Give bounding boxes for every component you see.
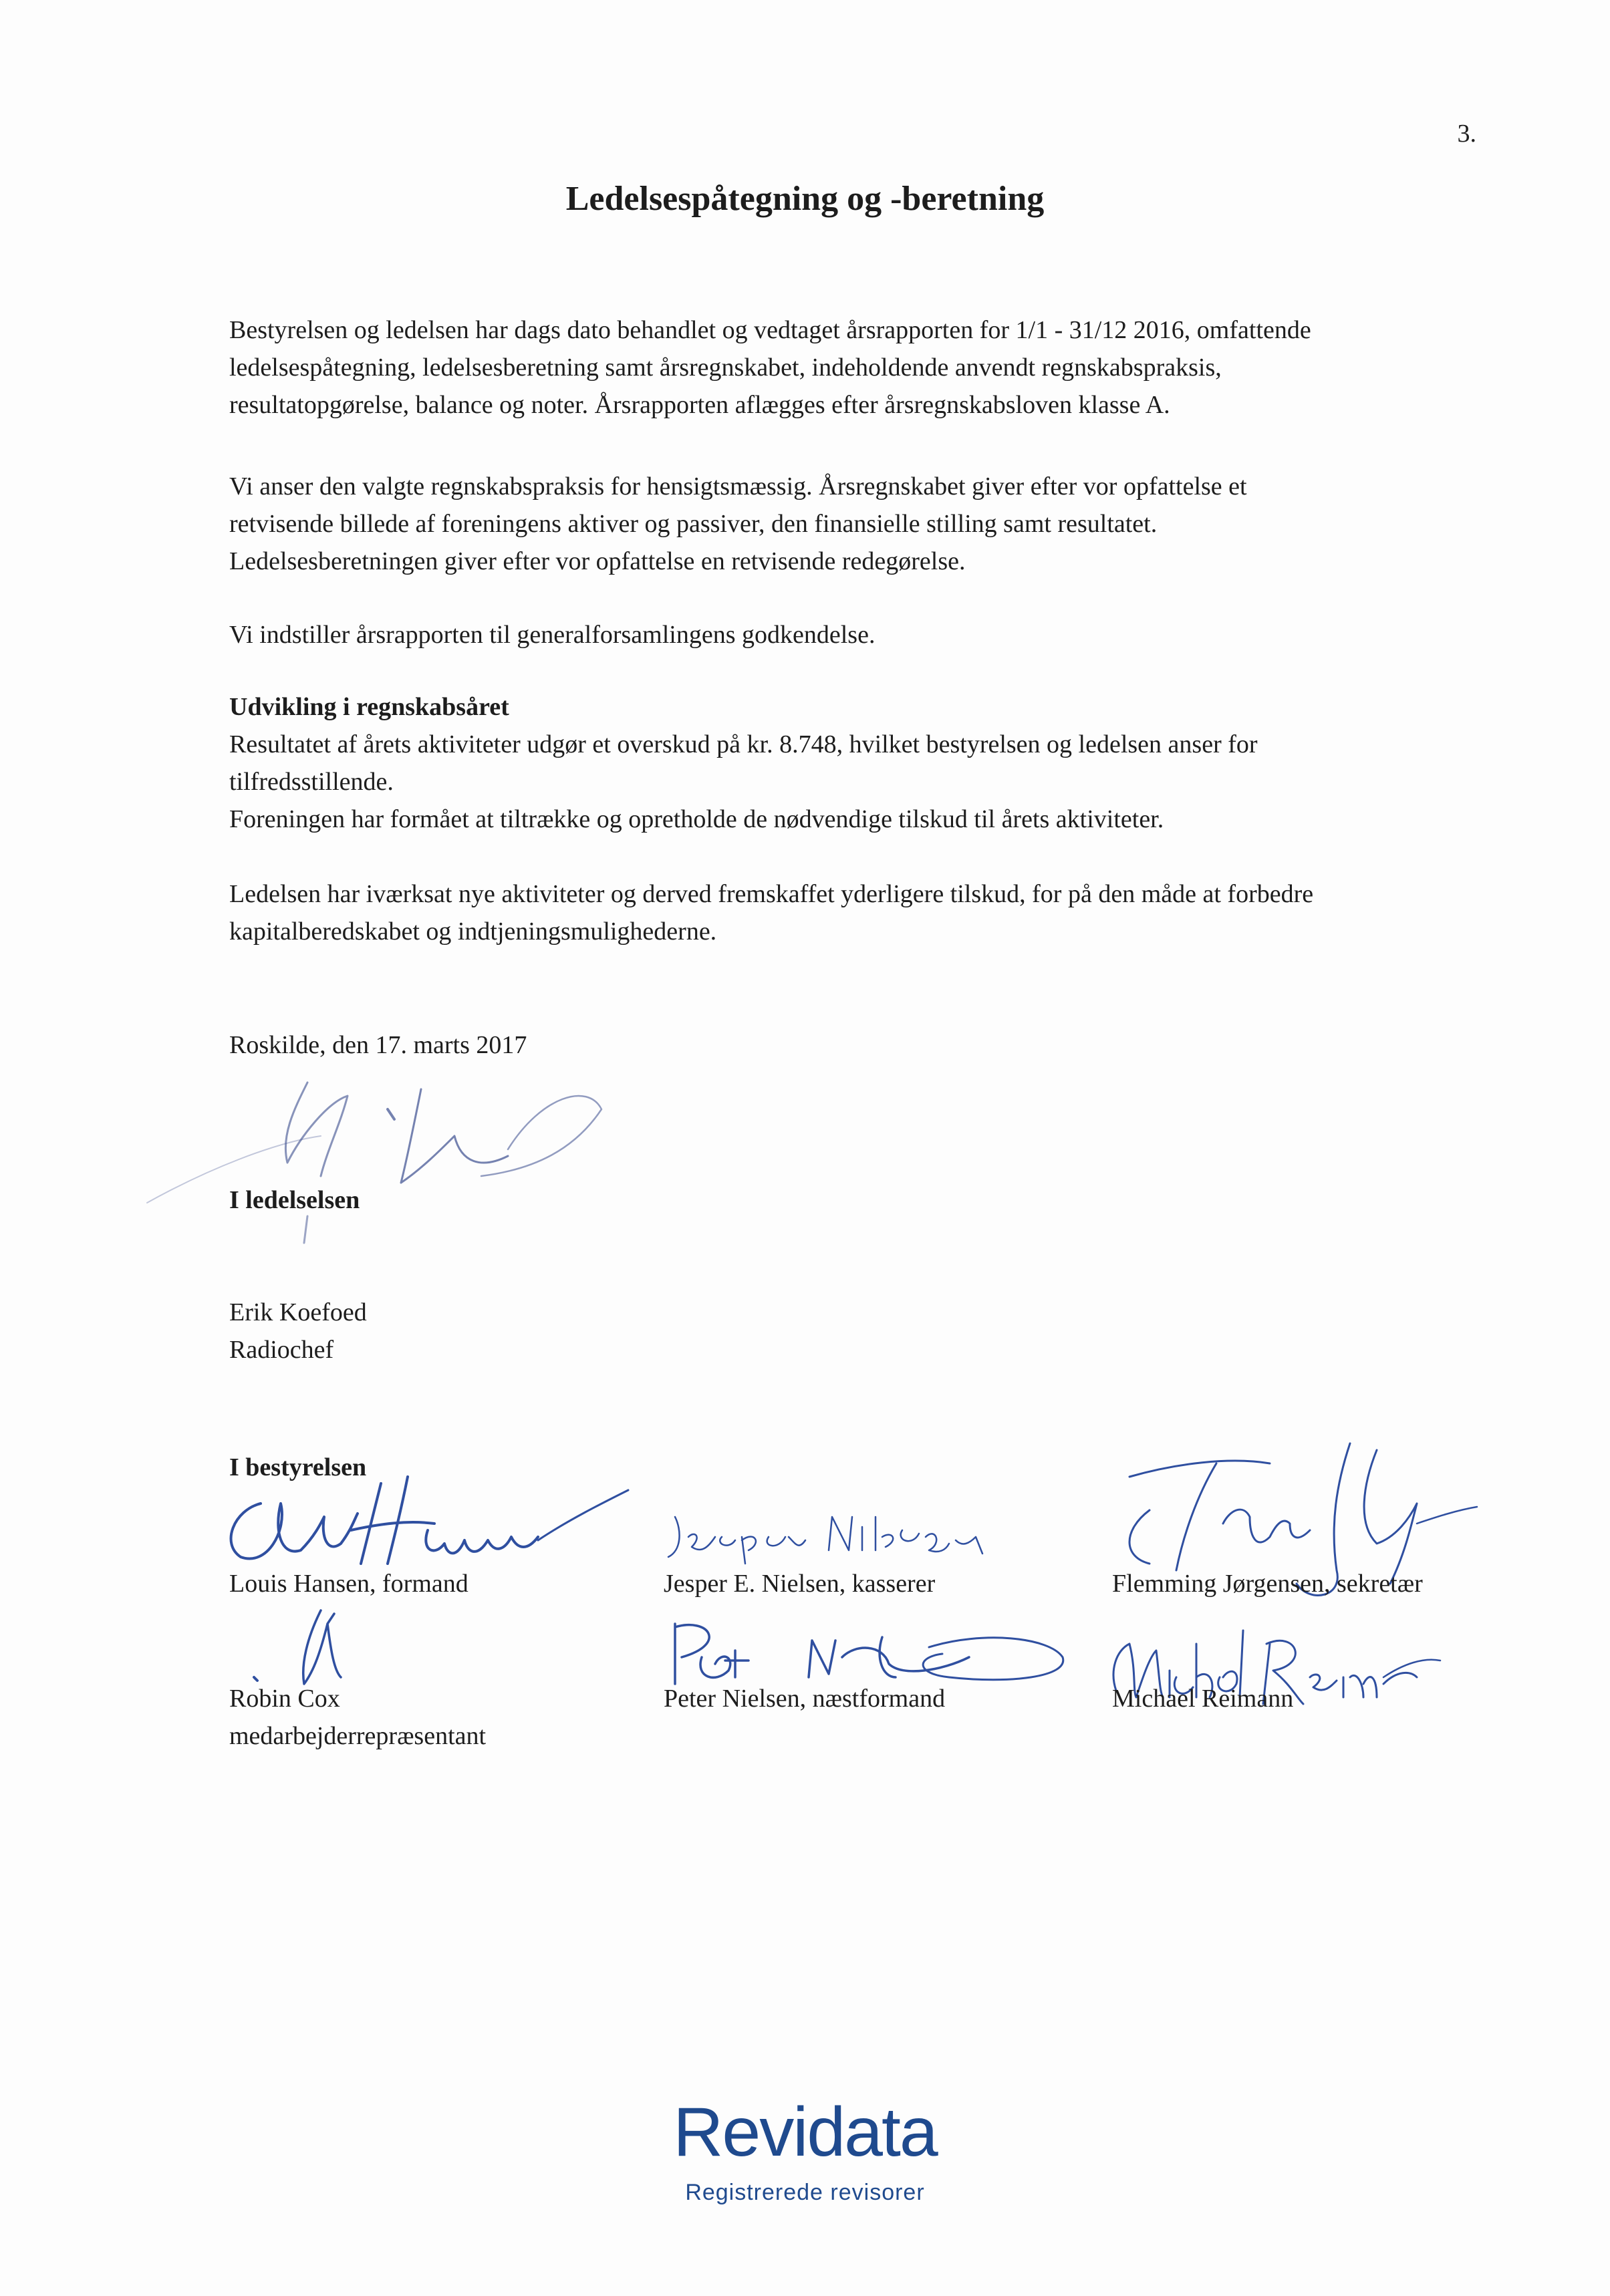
text-line: ledelsespåtegning, ledelsesberetning samt årsregnskabet, indeholdende anvendt regnskabspraksis, [229,353,1222,382]
management-name: Erik Koefoed [229,1298,367,1326]
text-line: tilfredsstillende. [229,768,394,796]
text-line: resultatopgørelse, balance og noter. Årsrapporten aflægges efter årsregnskabsloven klasse A. [229,391,1170,419]
board-member-extra: medarbejderrepræsentant [229,1722,487,1750]
text-line: Foreningen har formået at tiltrække og opretholde de nødvendige tilskud til årets aktiviteter. [229,805,1164,833]
page-number: 3. [1457,120,1476,148]
logo-name: Revidata [673,2094,937,2171]
signature-erik-koefoed [107,1002,708,1256]
management-role: Radiochef [229,1336,334,1364]
place-date: Roskilde, den 17. marts 2017 [229,1031,527,1059]
signature-jesper-nielsen [662,1490,1036,1577]
text-line: retvisende billede af foreningens aktiver og passiver, den finansielle stilling samt resultatet. [229,510,1158,538]
text-line: Ledelsen har iværksat nye aktiviteter og derved fremskaffet yderligere tilskud, for på den måde at forbedre [229,880,1314,908]
board-member-name: Peter Nielsen, næstformand [664,1685,946,1713]
text-line: Resultatet af årets aktiviteter udgør et overskud på kr. 8.748, hvilket bestyrelsen og ledelsen anser for [229,730,1258,758]
board-member-name: Flemming Jørgensen, sekretær [1112,1570,1423,1598]
management-heading: I ledelselsen [229,1186,360,1214]
board-member-name: Jesper E. Nielsen, kasserer [664,1570,936,1598]
page-title: Ledelsespåtegning og -beretning [565,180,1045,218]
board-member-name: Louis Hansen, formand [229,1570,468,1598]
text-line: Vi indstiller årsrapporten til generalforsamlingens godkendelse. [229,621,876,649]
board-heading: I bestyrelsen [229,1453,367,1481]
section-heading: Udvikling i regnskabsåret [229,693,509,721]
text-line: kapitalberedskabet og indtjeningsmulighederne. [229,917,717,946]
logo-tagline: Registrerede revisorer [685,2180,925,2205]
text-line: Vi anser den valgte regnskabspraksis for hensigtsmæssig. Årsregnskabet giver efter vor opfattelse et [229,472,1247,500]
board-member-name: Michael Reimann [1112,1685,1294,1713]
text-line: Bestyrelsen og ledelsen har dags dato behandlet og vedtaget årsrapporten for 1/1 - 31/12 2016, omfattende [229,316,1311,344]
text-line: Ledelsesberetningen giver efter vor opfattelse en retvisende redegørelse. [229,547,966,575]
board-member-name: Robin Cox [229,1685,340,1713]
